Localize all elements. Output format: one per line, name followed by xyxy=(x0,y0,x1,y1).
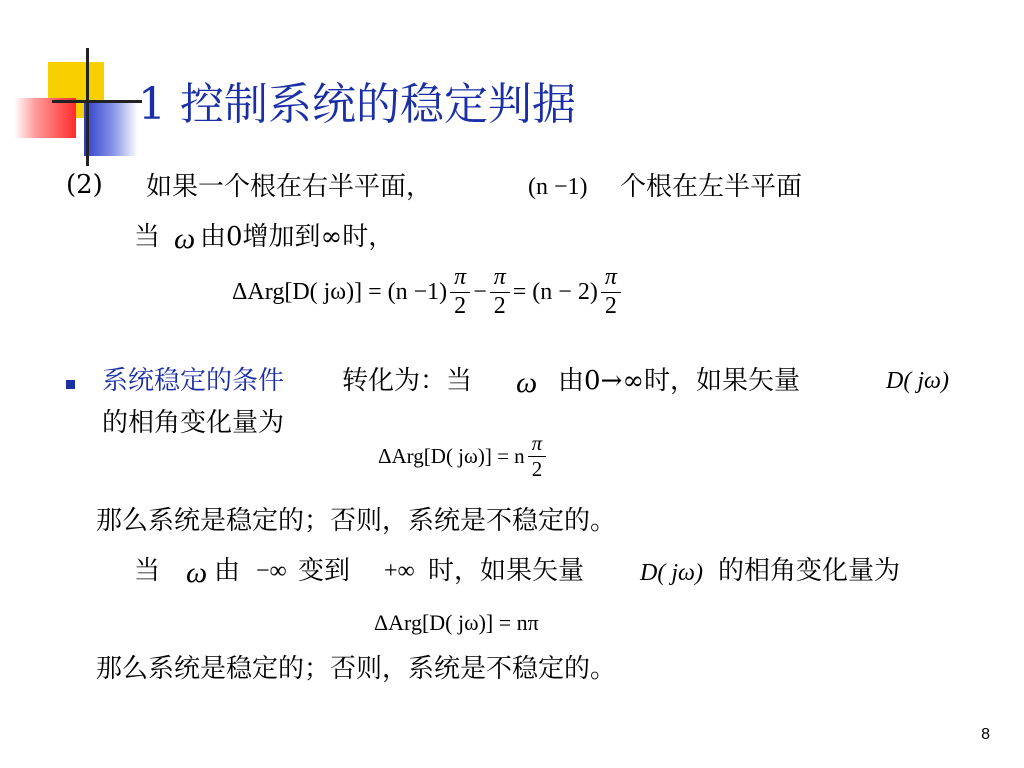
slide-title: 1 控制系统的稳定判据 xyxy=(138,79,576,130)
positive-infinity: +∞ xyxy=(384,558,415,584)
logo-vertical-line xyxy=(86,48,89,166)
formula-full-range: ΔArg[D( jω)] = nπ xyxy=(374,610,539,635)
from-text: 由 xyxy=(214,556,241,586)
fraction-denominator: 2 xyxy=(454,292,467,319)
fraction-denominator: 2 xyxy=(493,292,506,319)
condition-text-a: 转化为：当 xyxy=(342,366,473,396)
formula-minus: − xyxy=(473,278,487,305)
fraction-denominator: 2 xyxy=(531,456,543,481)
fraction-denominator: 2 xyxy=(604,292,617,319)
formula-case2-lhs: ΔArg[D( jω)] = (n −1) xyxy=(232,278,448,305)
fraction-numerator: π xyxy=(601,264,621,293)
case-text-a: 如果一个根在右半平面， xyxy=(146,172,433,202)
conclusion-1: 那么系统是稳定的；否则，系统是不稳定的。 xyxy=(96,506,617,536)
logo-red-bar xyxy=(14,98,76,138)
page-number: 8 xyxy=(981,726,990,743)
vector-d-jw: D( jω) xyxy=(640,560,703,586)
conclusion-2: 那么系统是稳定的；否则，系统是不稳定的。 xyxy=(96,654,617,684)
condition-line2: 的相角变化量为 xyxy=(102,408,285,438)
formula-condition xyxy=(378,426,549,486)
condition-range: 由0→∞时，如果矢量 xyxy=(558,366,800,396)
fraction-numerator: π xyxy=(450,264,470,293)
fraction-pi-over-2 xyxy=(528,431,547,480)
logo-horizontal-line xyxy=(52,100,142,103)
fraction-pi-over-2 xyxy=(450,264,470,320)
full-range-text-a: 时，如果矢量 xyxy=(428,556,585,586)
omega-symbol: ω xyxy=(516,366,538,399)
bullet-square xyxy=(66,380,75,389)
when-label: 当 xyxy=(134,556,161,586)
fraction-numerator: π xyxy=(528,431,547,456)
formula-case2 xyxy=(232,262,624,322)
omega-symbol: ω xyxy=(186,556,208,589)
vector-d-jw: D( jω) xyxy=(886,368,949,394)
omega-symbol: ω xyxy=(174,222,196,255)
condition-highlight: 系统稳定的条件 xyxy=(102,366,285,396)
to-text: 变到 xyxy=(298,556,351,586)
fraction-pi-over-2 xyxy=(490,264,510,320)
logo-blue-square xyxy=(84,102,138,156)
formula-case2-eq: = (n − 2) xyxy=(512,278,598,305)
full-range-text-b: 的相角变化量为 xyxy=(718,556,901,586)
formula-condition-lhs: ΔArg[D( jω)] = n xyxy=(378,443,525,468)
negative-infinity: −∞ xyxy=(256,558,287,584)
case-math-n-minus-1: (n −1) xyxy=(528,174,588,200)
case-label: (2) xyxy=(66,170,103,200)
when-label: 当 xyxy=(134,222,161,252)
case-text-b: 个根在左半平面 xyxy=(620,172,803,202)
fraction-numerator: π xyxy=(490,264,510,293)
from-to-text: 由0增加到∞时， xyxy=(200,222,395,252)
fraction-pi-over-2 xyxy=(601,264,621,320)
